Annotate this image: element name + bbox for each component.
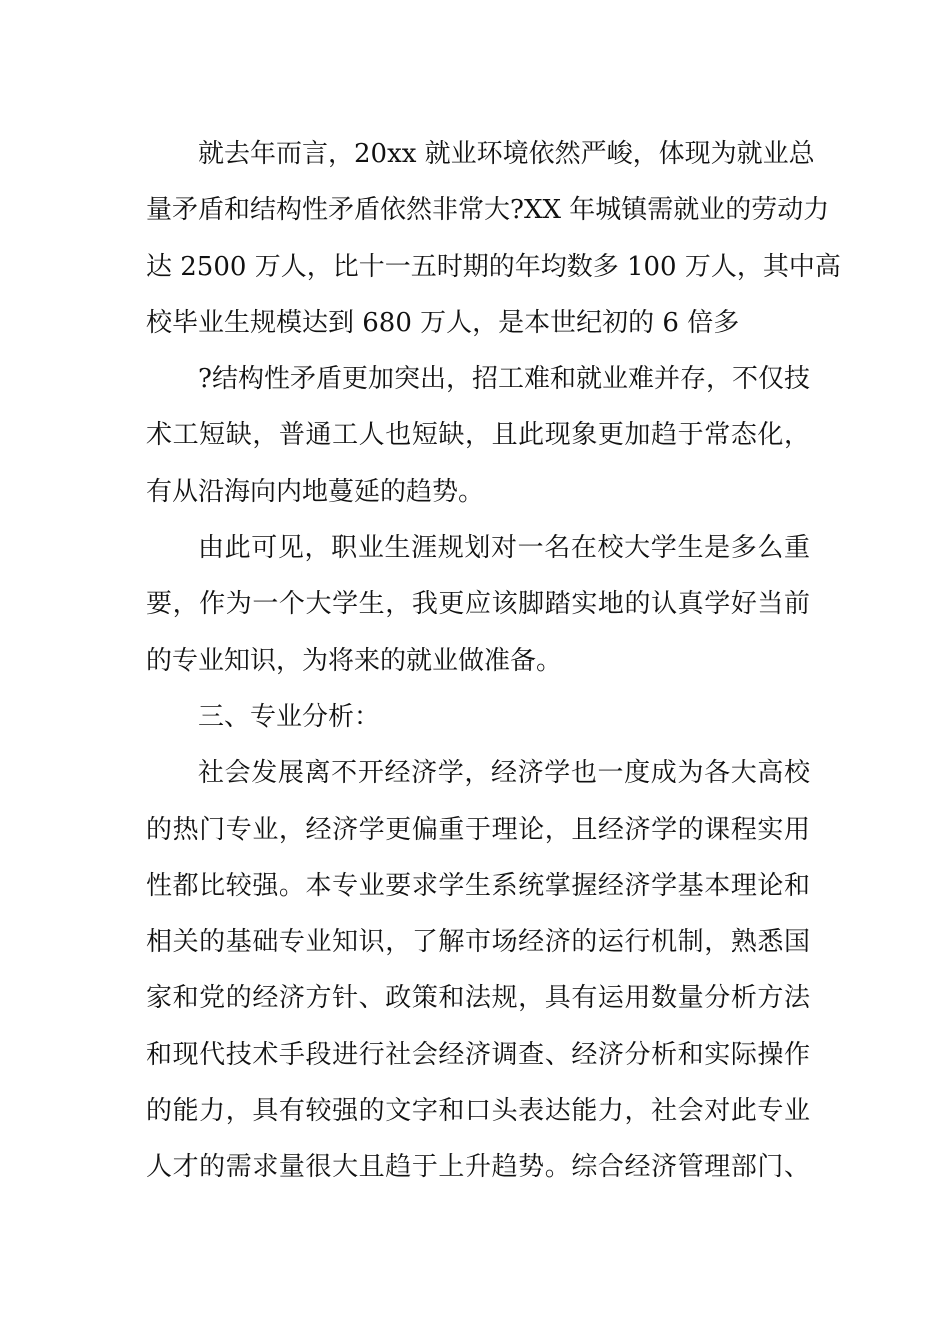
text-line: 和现代技术手段进行社会经济调查、经济分析和实际操作 (146, 1039, 810, 1070)
text-line: 就去年而言，20xx 就业环境依然严峻，体现为就业总 (198, 139, 815, 169)
paragraph-employment-situation (146, 126, 841, 351)
paragraph-career-planning (146, 520, 810, 689)
text-line: 相关的基础专业知识，了解市场经济的运行机制，熟悉国 (146, 927, 810, 958)
paragraph-structural-contradiction (146, 351, 810, 520)
text-line: ?结构性矛盾更加突出，招工难和就业难并存，不仅技 (198, 364, 810, 395)
section-heading: 三、专业分析： (198, 701, 381, 732)
text-line: 家和党的经济方针、政策和法规，具有运用数量分析方法 (146, 983, 810, 1014)
text-line: 达 2500 万人，比十一五时期的年均数多 100 万人，其中高 (146, 251, 841, 282)
text-line: 有从沿海向内地蔓延的趋势。 (146, 476, 485, 507)
text-line: 要，作为一个大学生，我更应该脚踏实地的认真学好当前 (146, 589, 810, 620)
text-line: 社会发展离不开经济学，经济学也一度成为各大高校 (198, 758, 810, 789)
section-heading-major-analysis (146, 689, 810, 745)
text-line: 性都比较强。本专业要求学生系统掌握经济学基本理论和 (146, 870, 810, 901)
text-line: 的热门专业，经济学更偏重于理论，且经济学的课程实用 (146, 814, 810, 845)
paragraph-economics-major (146, 745, 810, 1195)
text-line: 由此可见，职业生涯规划对一名在校大学生是多么重 (198, 533, 810, 564)
text-line: 的专业知识，为将来的就业做准备。 (146, 645, 563, 676)
document-body (146, 126, 841, 1196)
text-line: 量矛盾和结构性矛盾依然非常大?XX 年城镇需就业的劳动力 (146, 195, 830, 226)
text-line: 校毕业生规模达到 680 万人，是本世纪初的 6 倍多 (146, 307, 740, 338)
text-line: 人才的需求量很大且趋于上升趋势。综合经济管理部门、 (146, 1152, 810, 1183)
text-line: 术工短缺，普通工人也短缺，且此现象更加趋于常态化， (146, 420, 810, 451)
text-line: 的能力，具有较强的文字和口头表达能力，社会对此专业 (146, 1096, 810, 1127)
